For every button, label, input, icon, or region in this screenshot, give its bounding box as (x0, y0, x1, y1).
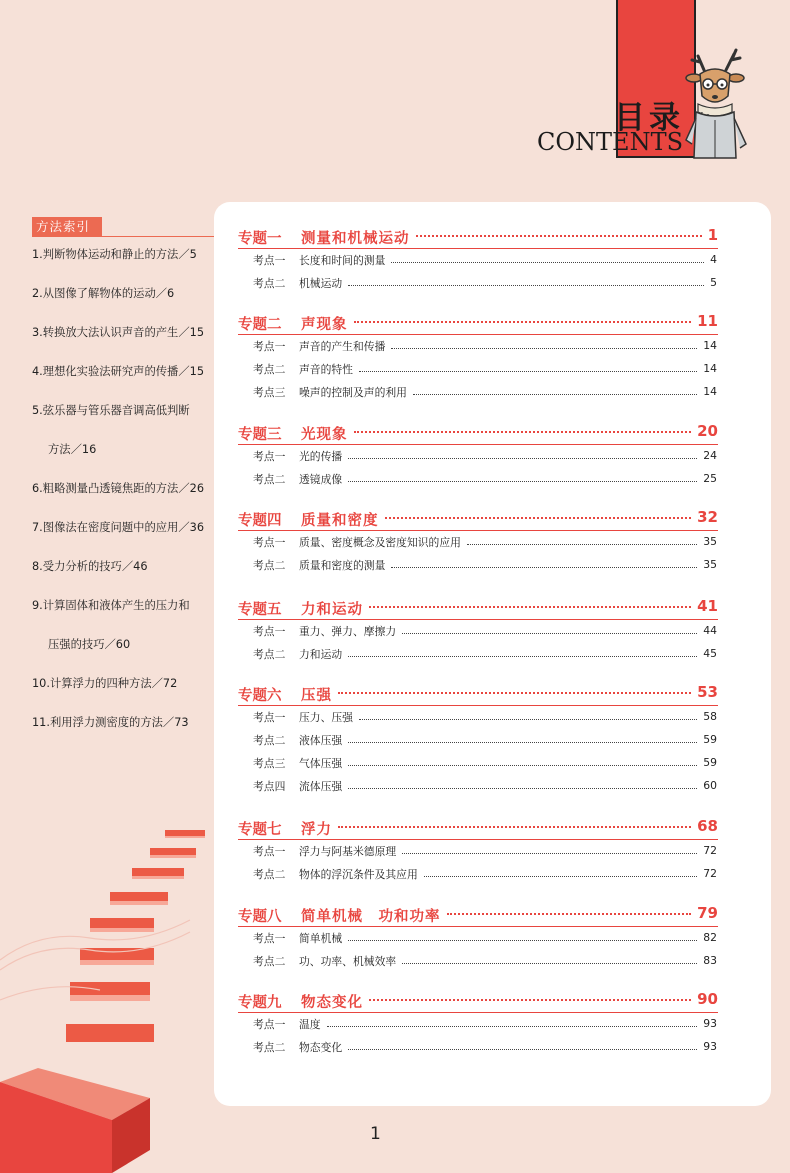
method-index-item: 2.从图像了解物体的运动／6 (32, 287, 175, 300)
topic-row[interactable] (238, 509, 718, 531)
subtopic-page: 35 (703, 535, 717, 548)
subtopic-page: 72 (703, 844, 717, 857)
topic-underline (238, 926, 718, 927)
topic-underline (238, 1012, 718, 1013)
topic-page: 68 (697, 817, 718, 835)
topic-page: 41 (697, 597, 718, 615)
topic-row[interactable] (238, 905, 718, 927)
method-index-divider (32, 236, 215, 237)
topic-number: 专题一 (238, 231, 282, 247)
topic-row[interactable] (238, 598, 718, 620)
subtopic-title: 长度和时间的测量 (299, 254, 386, 267)
method-index-item: 方法／16 (48, 443, 97, 456)
leader-dots (348, 764, 697, 766)
leader-dots (369, 998, 691, 1001)
topic-number: 专题五 (238, 602, 282, 618)
topic-page: 90 (697, 990, 718, 1008)
topic-title: 声现象 (301, 317, 348, 333)
leader-dots (402, 852, 697, 854)
leader-dots (402, 962, 697, 964)
subtopic-title: 重力、弹力、摩擦力 (299, 625, 397, 638)
subtopic-number: 考点一 (253, 932, 286, 945)
topic-title: 简单机械 功和功率 (301, 909, 441, 925)
topic-underline (238, 248, 718, 249)
subtopic-row[interactable] (253, 954, 717, 970)
leader-dots (413, 393, 697, 395)
leader-dots (338, 825, 691, 828)
method-index-item: 8.受力分析的技巧／46 (32, 560, 148, 573)
topic-number: 专题九 (238, 995, 282, 1011)
subtopic-page: 83 (703, 954, 717, 967)
topic-page: 11 (697, 312, 718, 330)
leader-dots (348, 457, 697, 459)
subtopic-title: 压力、压强 (299, 711, 353, 724)
topic-row[interactable] (238, 991, 718, 1013)
subtopic-page: 93 (703, 1040, 717, 1053)
subtopic-title: 力和运动 (299, 648, 343, 661)
subtopic-title: 浮力与阿基米德原理 (299, 845, 397, 858)
subtopic-page: 24 (703, 449, 717, 462)
subtopic-row[interactable] (253, 339, 717, 355)
topic-underline (238, 334, 718, 335)
leader-dots (447, 912, 691, 915)
subtopic-row[interactable] (253, 756, 717, 772)
topic-number: 专题二 (238, 317, 282, 333)
leader-dots (467, 543, 697, 545)
subtopic-page: 25 (703, 472, 717, 485)
subtopic-row[interactable] (253, 558, 717, 574)
page-number: 1 (370, 1124, 381, 1144)
subtopic-page: 72 (703, 867, 717, 880)
subtopic-number: 考点一 (253, 845, 286, 858)
topic-title: 压强 (301, 688, 332, 704)
subtopic-title: 光的传播 (299, 450, 343, 463)
topic-underline (238, 444, 718, 445)
leader-dots (391, 347, 697, 349)
staircase-illustration (0, 820, 230, 1173)
subtopic-title: 流体压强 (299, 780, 343, 793)
subtopic-page: 5 (710, 276, 717, 289)
topic-row[interactable] (238, 684, 718, 706)
subtopic-page: 93 (703, 1017, 717, 1030)
subtopic-page: 45 (703, 647, 717, 660)
subtopic-row[interactable] (253, 779, 717, 795)
subtopic-number: 考点二 (253, 1041, 286, 1054)
topic-title: 测量和机械运动 (301, 231, 410, 247)
subtopic-number: 考点一 (253, 536, 286, 549)
leader-dots (385, 516, 691, 519)
leader-dots (338, 691, 691, 694)
leader-dots (391, 261, 704, 263)
topic-underline (238, 705, 718, 706)
topic-number: 专题四 (238, 513, 282, 529)
page-title: 目录 (614, 100, 684, 136)
leader-dots (391, 566, 697, 568)
subtopic-title: 温度 (299, 1018, 321, 1031)
topic-title: 质量和密度 (301, 513, 379, 529)
subtopic-title: 噪声的控制及声的利用 (299, 386, 407, 399)
subtopic-row[interactable] (253, 449, 717, 465)
subtopic-title: 机械运动 (299, 277, 343, 290)
subtopic-page: 14 (703, 339, 717, 352)
leader-dots (348, 655, 697, 657)
subtopic-number: 考点一 (253, 340, 286, 353)
leader-dots (348, 787, 697, 789)
subtopic-number: 考点一 (253, 711, 286, 724)
subtopic-title: 物体的浮沉条件及其应用 (299, 868, 418, 881)
method-index-label: 方法索引 (32, 217, 102, 236)
method-index-item: 7.图像法在密度问题中的应用／36 (32, 521, 205, 534)
subtopic-row[interactable] (253, 385, 717, 401)
subtopic-number: 考点二 (253, 955, 286, 968)
subtopic-page: 82 (703, 931, 717, 944)
method-index-item: 压强的技巧／60 (48, 638, 131, 651)
leader-dots (424, 875, 697, 877)
subtopic-row[interactable] (253, 647, 717, 663)
subtopic-page: 44 (703, 624, 717, 637)
leader-dots (369, 605, 691, 608)
subtopic-title: 气体压强 (299, 757, 343, 770)
subtopic-row[interactable] (253, 710, 717, 726)
method-index-item: 1.判断物体运动和静止的方法／5 (32, 248, 197, 261)
leader-dots (359, 370, 697, 372)
subtopic-page: 58 (703, 710, 717, 723)
leader-dots (359, 718, 697, 720)
topic-page: 32 (697, 508, 718, 526)
subtopic-title: 液体压强 (299, 734, 343, 747)
topic-number: 专题七 (238, 822, 282, 838)
topic-number: 专题六 (238, 688, 282, 704)
topic-row[interactable] (238, 818, 718, 840)
topic-page: 79 (697, 904, 718, 922)
subtopic-row[interactable] (253, 733, 717, 749)
method-index-item: 6.粗略测量凸透镜焦距的方法／26 (32, 482, 205, 495)
subtopic-number: 考点三 (253, 757, 286, 770)
method-index-item: 5.弦乐器与管乐器音调高低判断 (32, 404, 190, 417)
subtopic-row[interactable] (253, 472, 717, 488)
topic-page: 53 (697, 683, 718, 701)
topic-row[interactable] (238, 227, 718, 249)
subtopic-page: 14 (703, 385, 717, 398)
subtopic-page: 4 (710, 253, 717, 266)
topic-title: 光现象 (301, 427, 348, 443)
leader-dots (348, 939, 697, 941)
subtopic-title: 物态变化 (299, 1041, 343, 1054)
method-index-item: 9.计算固体和液体产生的压力和 (32, 599, 190, 612)
subtopic-number: 考点二 (253, 868, 286, 881)
method-index-item: 10.计算浮力的四种方法／72 (32, 677, 178, 690)
leader-dots (327, 1025, 697, 1027)
subtopic-row[interactable] (253, 931, 717, 947)
subtopic-row[interactable] (253, 362, 717, 378)
deer-mascot-icon (676, 48, 756, 166)
topic-underline (238, 839, 718, 840)
topic-page: 20 (697, 422, 718, 440)
subtopic-page: 60 (703, 779, 717, 792)
subtopic-row[interactable] (253, 844, 717, 860)
subtopic-number: 考点二 (253, 363, 286, 376)
topic-title: 浮力 (301, 822, 332, 838)
subtopic-title: 声音的特性 (299, 363, 353, 376)
subtopic-title: 质量、密度概念及密度知识的应用 (299, 536, 461, 549)
subtopic-page: 59 (703, 733, 717, 746)
topic-title: 力和运动 (301, 602, 363, 618)
leader-dots (348, 1048, 697, 1050)
subtopic-number: 考点一 (253, 254, 286, 267)
leader-dots (402, 632, 697, 634)
topic-underline (238, 619, 718, 620)
method-index-item: 11.利用浮力测密度的方法／73 (32, 716, 189, 729)
subtopic-row[interactable] (253, 1040, 717, 1056)
subtopic-page: 35 (703, 558, 717, 571)
subtopic-number: 考点四 (253, 780, 286, 793)
leader-dots (416, 234, 702, 237)
subtopic-number: 考点二 (253, 559, 286, 572)
subtopic-row[interactable] (253, 276, 717, 292)
subtopic-number: 考点二 (253, 734, 286, 747)
subtopic-row[interactable] (253, 867, 717, 883)
page-title-english: CONTENTS (537, 128, 684, 156)
topic-underline (238, 530, 718, 531)
subtopic-number: 考点一 (253, 1018, 286, 1031)
topic-page: 1 (707, 226, 718, 244)
subtopic-row[interactable] (253, 1017, 717, 1033)
leader-dots (348, 741, 697, 743)
topic-number: 专题八 (238, 909, 282, 925)
subtopic-row[interactable] (253, 624, 717, 640)
subtopic-title: 声音的产生和传播 (299, 340, 386, 353)
topic-title: 物态变化 (301, 995, 363, 1011)
topic-row[interactable] (238, 423, 718, 445)
leader-dots (348, 480, 697, 482)
subtopic-title: 功、功率、机械效率 (299, 955, 397, 968)
method-index-item: 3.转换放大法认识声音的产生／15 (32, 326, 205, 339)
subtopic-number: 考点一 (253, 625, 286, 638)
leader-dots (354, 320, 691, 323)
subtopic-number: 考点二 (253, 473, 286, 486)
subtopic-title: 简单机械 (299, 932, 343, 945)
subtopic-number: 考点一 (253, 450, 286, 463)
method-index-item: 4.理想化实验法研究声的传播／15 (32, 365, 205, 378)
leader-dots (354, 430, 691, 433)
subtopic-title: 透镜成像 (299, 473, 343, 486)
topic-number: 专题三 (238, 427, 282, 443)
subtopic-title: 质量和密度的测量 (299, 559, 386, 572)
subtopic-row[interactable] (253, 535, 717, 551)
subtopic-number: 考点三 (253, 386, 286, 399)
subtopic-number: 考点二 (253, 648, 286, 661)
subtopic-page: 14 (703, 362, 717, 375)
subtopic-page: 59 (703, 756, 717, 769)
topic-row[interactable] (238, 313, 718, 335)
leader-dots (348, 284, 704, 286)
subtopic-number: 考点二 (253, 277, 286, 290)
subtopic-row[interactable] (253, 253, 717, 269)
